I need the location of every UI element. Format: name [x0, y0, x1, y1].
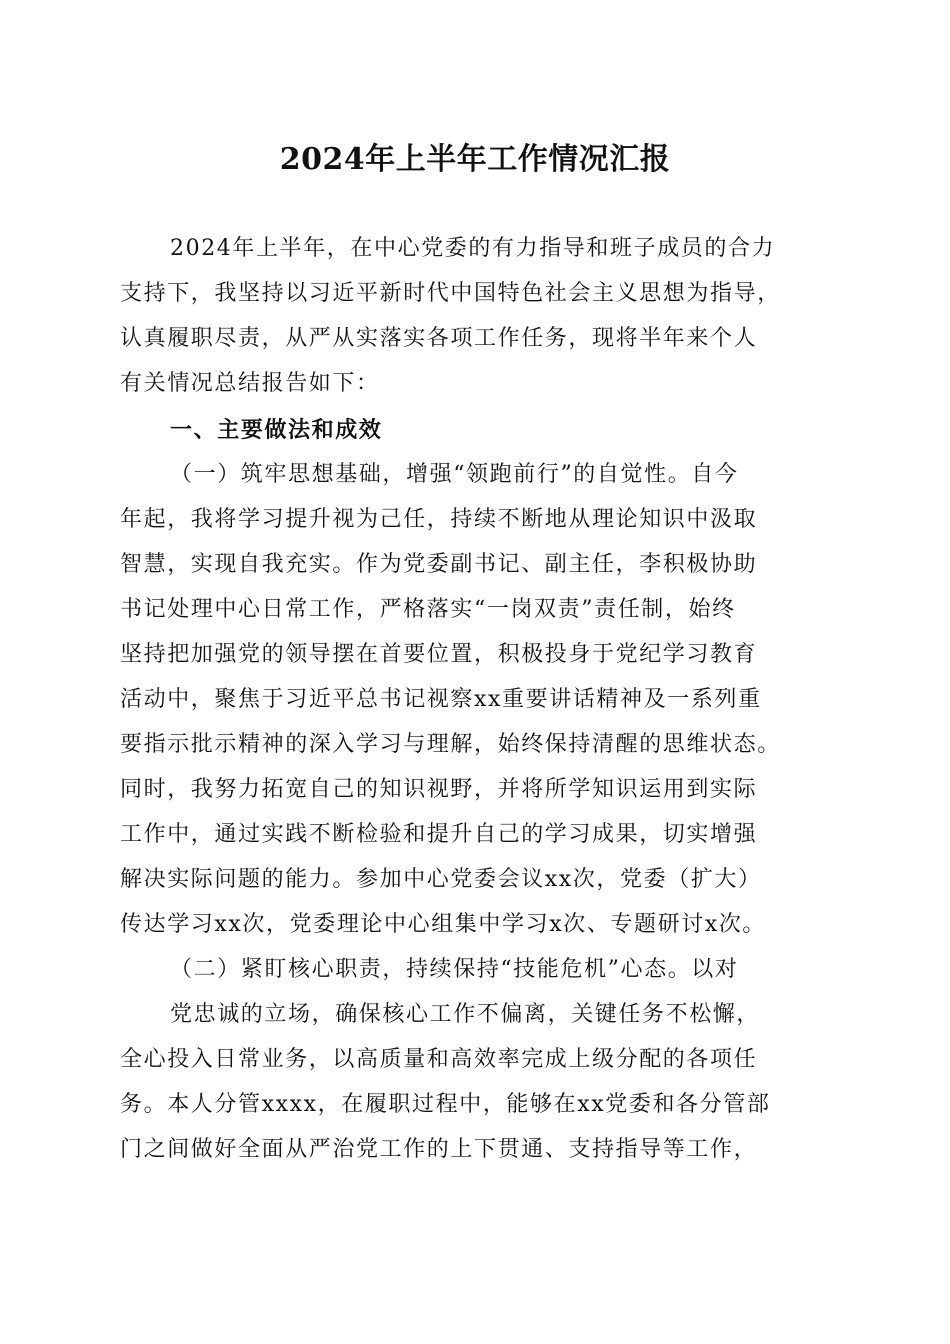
paragraph-line: 书记处理中心日常工作，严格落实“一岗双责”责任制，始终 [120, 597, 736, 622]
subsection-heading-line: （二）紧盯核心职责，持续保持“技能危机”心态。以对 [170, 957, 739, 982]
paragraph-line: 党忠诚的立场，确保核心工作不偏离，关键任务不松懈， [170, 1002, 761, 1027]
paragraph-line: 门之间做好全面从严治党工作的上下贯通、支持指导等工作， [120, 1137, 758, 1162]
paragraph-line: 认真履职尽责，从严从实落实各项工作任务，现将半年来个人 [120, 326, 758, 351]
paragraph-line: 智慧，实现自我充实。作为党委副书记、副主任，李积极协助 [120, 552, 758, 577]
paragraph-line: 2024年上半年，在中心党委的有力指导和班子成员的合力 [170, 236, 776, 261]
paragraph-line: 工作中，通过实践不断检验和提升自己的学习成果，切实增强 [120, 822, 758, 847]
paragraph-line: 活动中，聚焦于习近平总书记视察xx重要讲话精神及一系列重 [120, 687, 762, 712]
paragraph-line: 要指示批示精神的深入学习与理解，始终保持清醒的思维状态。 [120, 732, 781, 757]
paragraph-line: 同时，我努力拓宽自己的知识视野，并将所学知识运用到实际 [120, 777, 758, 802]
paragraph-line: 有关情况总结报告如下： [120, 371, 380, 396]
paragraph-line: 年起，我将学习提升视为己任，持续不断地从理论知识中汲取 [120, 507, 758, 532]
subsection-heading-line: （一）筑牢思想基础，增强“领跑前行”的自觉性。自今 [170, 462, 739, 487]
paragraph-line: 全心投入日常业务，以高质量和高效率完成上级分配的各项任 [120, 1047, 758, 1072]
document-title: 2024年上半年工作情况汇报 [279, 142, 671, 177]
paragraph-line: 务。本人分管xxxx，在履职过程中，能够在xx党委和各分管部 [120, 1092, 771, 1117]
paragraph-line: 解决实际问题的能力。参加中心党委会议xx次，党委（扩大） [120, 867, 762, 892]
section-heading: 一、主要做法和成效 [170, 417, 383, 443]
paragraph-line: 坚持把加强党的领导摆在首要位置，积极投身于党纪学习教育 [120, 642, 758, 667]
paragraph-line: 传达学习xx次，党委理论中心组集中学习x次、专题研讨x次。 [120, 912, 767, 937]
paragraph-line: 支持下，我坚持以习近平新时代中国特色社会主义思想为指导， [120, 281, 781, 306]
